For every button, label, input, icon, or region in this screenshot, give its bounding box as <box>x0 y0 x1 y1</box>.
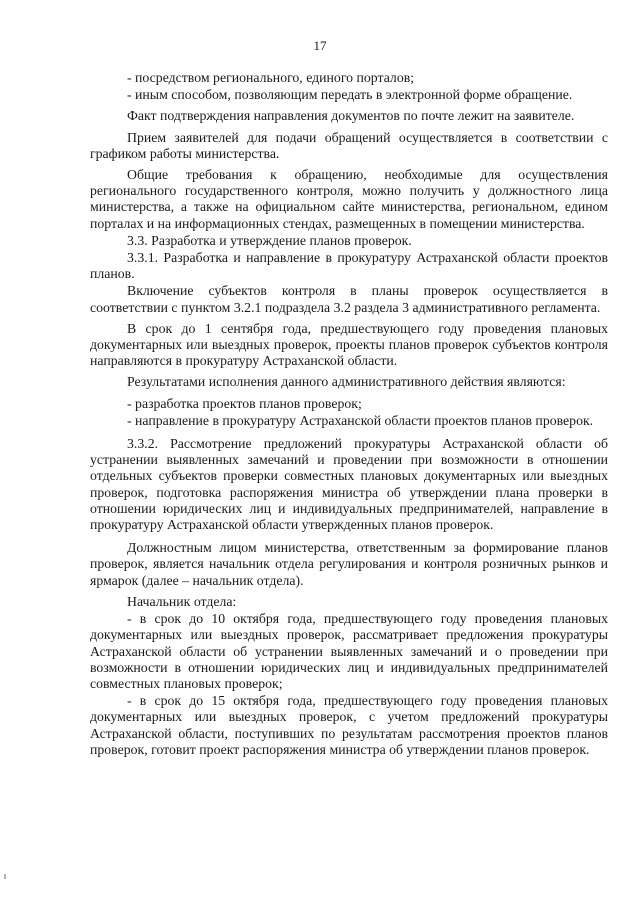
paragraph-1: - посредством регионального, единого порталов; <box>127 70 415 85</box>
section-heading-3-3: 3.3. Разработка и утверждение планов проверок. <box>127 232 412 248</box>
list-item-2: - направление в прокуратуру Астраханской области проектов планов проверок. <box>127 412 594 428</box>
list-item-4: - в срок до 15 октября года, предшествующего году проведения плановых документарных или выездных проверок, с учетом предложений прокуратуры Астраханской области, поступивших по результатам рассмотрения проектов планов проверок, готовит проект распоряжения министра об утверждении планов проверок. <box>90 693 608 757</box>
scan-edge-mark <box>4 874 6 879</box>
subsection-heading-3-3-1: 3.3.1. Разработка и направление в прокуратуру Астраханской области проектов планов. <box>90 250 608 282</box>
paragraph-8: Включение субъектов контроля в планы проверок осуществляется в соответствии с пунктом 3.2.1 подраздела 3.2 раздела 3 административного регламента. <box>90 283 608 315</box>
paragraph-9: В срок до 1 сентября года, предшествующего году проведения плановых документарных или выездных проверок, проекты планов проверок субъектов контроля направляются в прокуратуру Астраханской области. <box>90 320 608 369</box>
document-body <box>90 70 608 759</box>
paragraph-2: - иным способом, позволяющим передать в электронной форме обращение. <box>127 87 573 103</box>
page-number: 17 <box>313 38 327 53</box>
list-item-1: - разработка проектов планов проверок; <box>127 395 362 411</box>
list-item-3: - в срок до 10 октября года, предшествующего году проведения плановых документарных или выездных проверок, рассматривает предложения прокуратуры Астраханской области об устранении выявленных замечаний и о проведении при возможности в отношении юридических лиц и индивидуальных предпринимателей совместных плановых проверок; <box>90 611 608 691</box>
paragraph-14: Должностным лицом министерства, ответственным за формирование планов проверок, является начальник отдела регулирования и контроля розничных рынков и ярмарок (далее – начальник отдела). <box>90 540 608 588</box>
paragraph-15: Начальник отдела: <box>127 593 237 609</box>
paragraph-3: Факт подтверждения направления документов по почте лежит на заявителе. <box>127 108 575 124</box>
subsection-heading-3-3-2: 3.3.2. Рассмотрение предложений прокуратуры Астраханской области об устранении выявленных замечаний и проведении при возможности в отношении отдельных субъектов проверки совместных плановых документарных или выездных проверок, подготовка распоряжения министра об утверждении плана проверки в отношении юридических лиц и индивидуальных предпринимателей, направление в прокуратуру Астраханской области утвержденных планов проверок. <box>90 436 608 533</box>
paragraph-5: Общие требования к обращению, необходимые для осуществления регионального государственного контроля, можно получить у должностного лица министерства, а также на официальном сайте министерства, региональном, едином порталах и на информационных стендах, размещенных в помещении министерства. <box>90 167 608 231</box>
paragraph-4: Прием заявителей для подачи обращений осуществляется в соответствии с графиком работы министерства. <box>90 129 608 161</box>
paragraph-10: Результатами исполнения данного административного действия являются: <box>127 374 566 390</box>
